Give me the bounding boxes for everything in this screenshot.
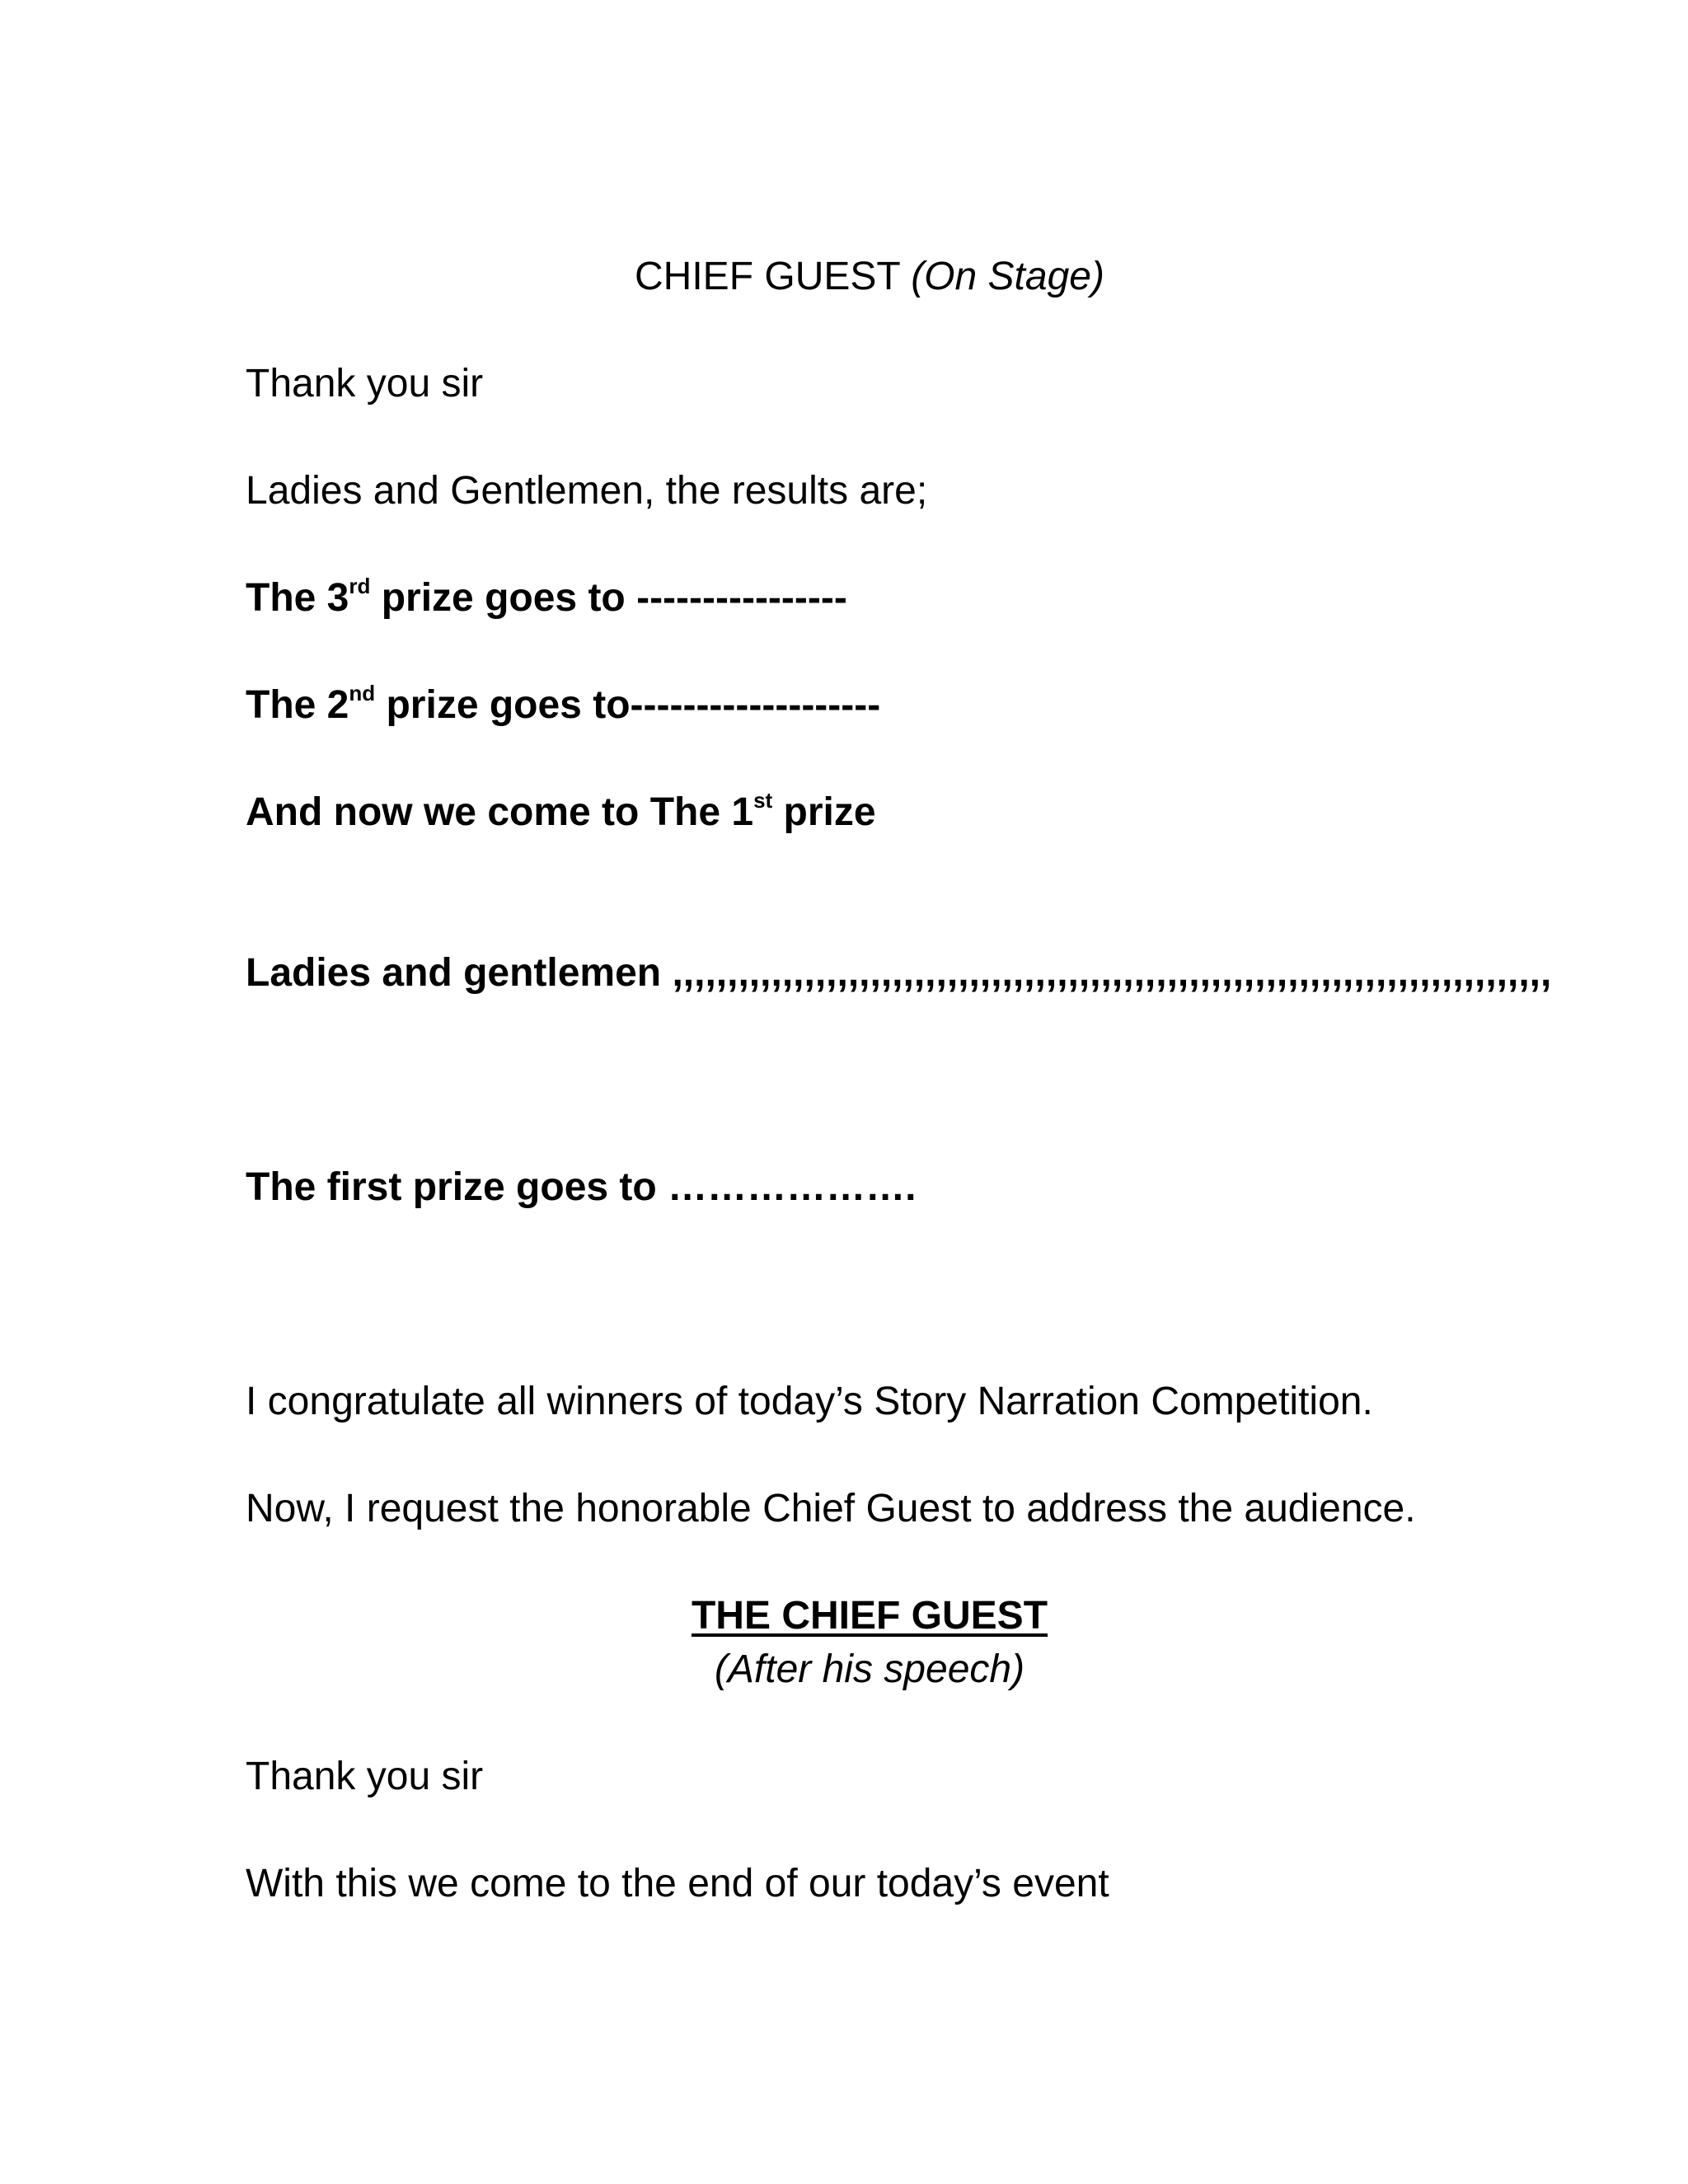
first-prize-intro-suffix: prize <box>772 790 876 834</box>
first-prize-intro-prefix: And now we come to The 1 <box>246 790 754 834</box>
chief-guest-heading-title: CHIEF GUEST <box>635 255 900 298</box>
third-prize-suffix: prize goes to ---------------- <box>370 576 847 620</box>
request-line: Now, I request the honorable Chief Guest to address the audience. <box>246 1487 1416 1530</box>
second-prize-prefix: The 2 <box>246 683 349 727</box>
suspense-line: Ladies and gentlemen ,,,,,,,,,,,,,,,,,,,,,,,,,,,,,,,,,,,,,,,,,,,,,,,,,,,,,,,,,,,,,,,,,,,,,,,,,,,,,,,, <box>246 951 1552 995</box>
second-prize-ordinal: nd <box>349 681 376 705</box>
third-prize-line <box>246 574 847 623</box>
closing-line: With this we come to the end of our today’s event <box>246 1862 1109 1905</box>
results-intro-line: Ladies and Gentlemen, the results are; <box>246 469 928 513</box>
second-prize-line <box>246 681 880 730</box>
congratulate-line: I congratulate all winners of today’s Story Narration Competition. <box>246 1380 1373 1423</box>
third-prize-prefix: The 3 <box>246 576 349 620</box>
chief-guest-heading-note: (On Stage) <box>911 255 1104 298</box>
chief-guest-section-title: THE CHIEF GUEST <box>691 1594 1048 1638</box>
first-prize-line: The first prize goes to ………………. <box>246 1165 917 1209</box>
thank-you-line-2: Thank you sir <box>246 1755 484 1798</box>
third-prize-ordinal: rd <box>349 574 371 598</box>
second-prize-suffix: prize goes to------------------- <box>375 683 881 727</box>
first-prize-intro-line <box>246 788 876 837</box>
after-speech-note: (After his speech) <box>714 1647 1025 1691</box>
first-prize-intro-ordinal: st <box>753 788 773 813</box>
chief-guest-heading <box>0 252 1688 302</box>
thank-you-line-1: Thank you sir <box>246 362 484 405</box>
